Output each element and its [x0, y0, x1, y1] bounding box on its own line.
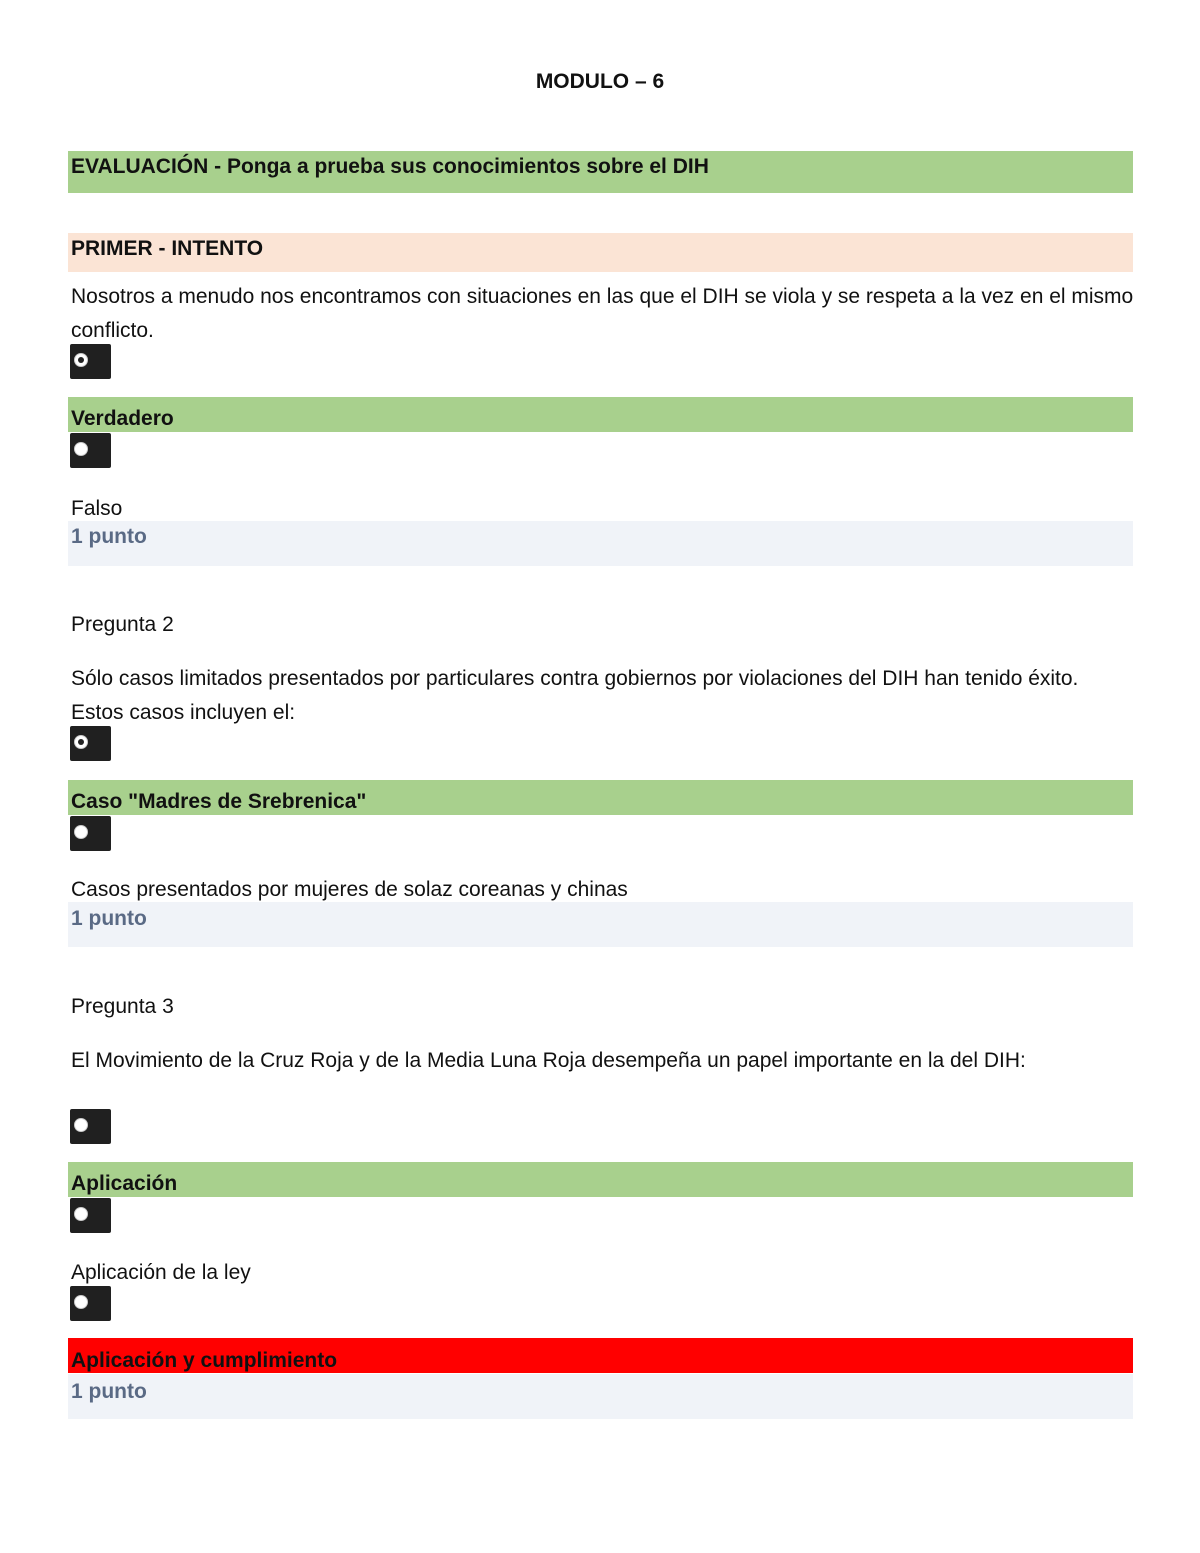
radio-selected-icon — [74, 735, 88, 749]
attempt-title: PRIMER - INTENTO — [71, 237, 264, 260]
radio-unselected-icon — [74, 1295, 88, 1309]
question-2-label: Pregunta 2 — [71, 613, 174, 636]
points-band — [68, 902, 1133, 947]
question-3-label: Pregunta 3 — [71, 995, 174, 1018]
option-correct-band — [68, 1162, 1133, 1197]
radio-button[interactable] — [70, 1109, 111, 1144]
question-points: 1 punto — [71, 907, 147, 930]
question-points: 1 punto — [71, 1380, 147, 1403]
option-label: Falso — [71, 497, 123, 520]
module-title: MODULO – 6 — [535, 70, 665, 93]
option-correct-band — [68, 397, 1133, 432]
option-label: Verdadero — [71, 407, 174, 430]
radio-unselected-icon — [74, 1118, 88, 1132]
option-label: Aplicación de la ley — [71, 1261, 251, 1284]
points-band — [68, 521, 1133, 566]
option-label: Caso "Madres de Srebrenica" — [71, 790, 367, 813]
question-3-text: El Movimiento de la Cruz Roja y de la Media Luna Roja desempeña un papel importante en la del DIH: — [71, 1049, 1026, 1072]
points-band — [68, 1374, 1133, 1419]
radio-unselected-icon — [74, 825, 88, 839]
attempt-title-band — [68, 233, 1133, 272]
option-wrong-band — [68, 1338, 1133, 1373]
radio-unselected-icon — [74, 1207, 88, 1221]
option-label: Casos presentados por mujeres de solaz coreanas y chinas — [71, 878, 628, 901]
radio-button[interactable] — [70, 816, 111, 851]
radio-unselected-icon — [74, 442, 88, 456]
option-correct-band — [68, 780, 1133, 815]
question-2-text: Sólo casos limitados presentados por particulares contra gobiernos por violaciones del DIH han tenido éxito. Estos casos incluyen el: — [71, 667, 1079, 724]
option-label: Aplicación — [71, 1172, 178, 1195]
question-1-text: Nosotros a menudo nos encontramos con situaciones en las que el DIH se viola y se respeta a la vez en el mismo conflicto. — [71, 285, 1134, 342]
radio-button[interactable] — [70, 344, 111, 379]
radio-button[interactable] — [70, 1286, 111, 1321]
question-points: 1 punto — [71, 525, 147, 548]
radio-button[interactable] — [70, 433, 111, 468]
radio-selected-icon — [74, 353, 88, 367]
option-label: Aplicación y cumplimiento — [71, 1349, 338, 1372]
evaluation-title: EVALUACIÓN - Ponga a prueba sus conocimientos sobre el DIH — [71, 155, 709, 178]
radio-button[interactable] — [70, 1198, 111, 1233]
evaluation-title-band — [68, 151, 1133, 193]
radio-button[interactable] — [70, 726, 111, 761]
